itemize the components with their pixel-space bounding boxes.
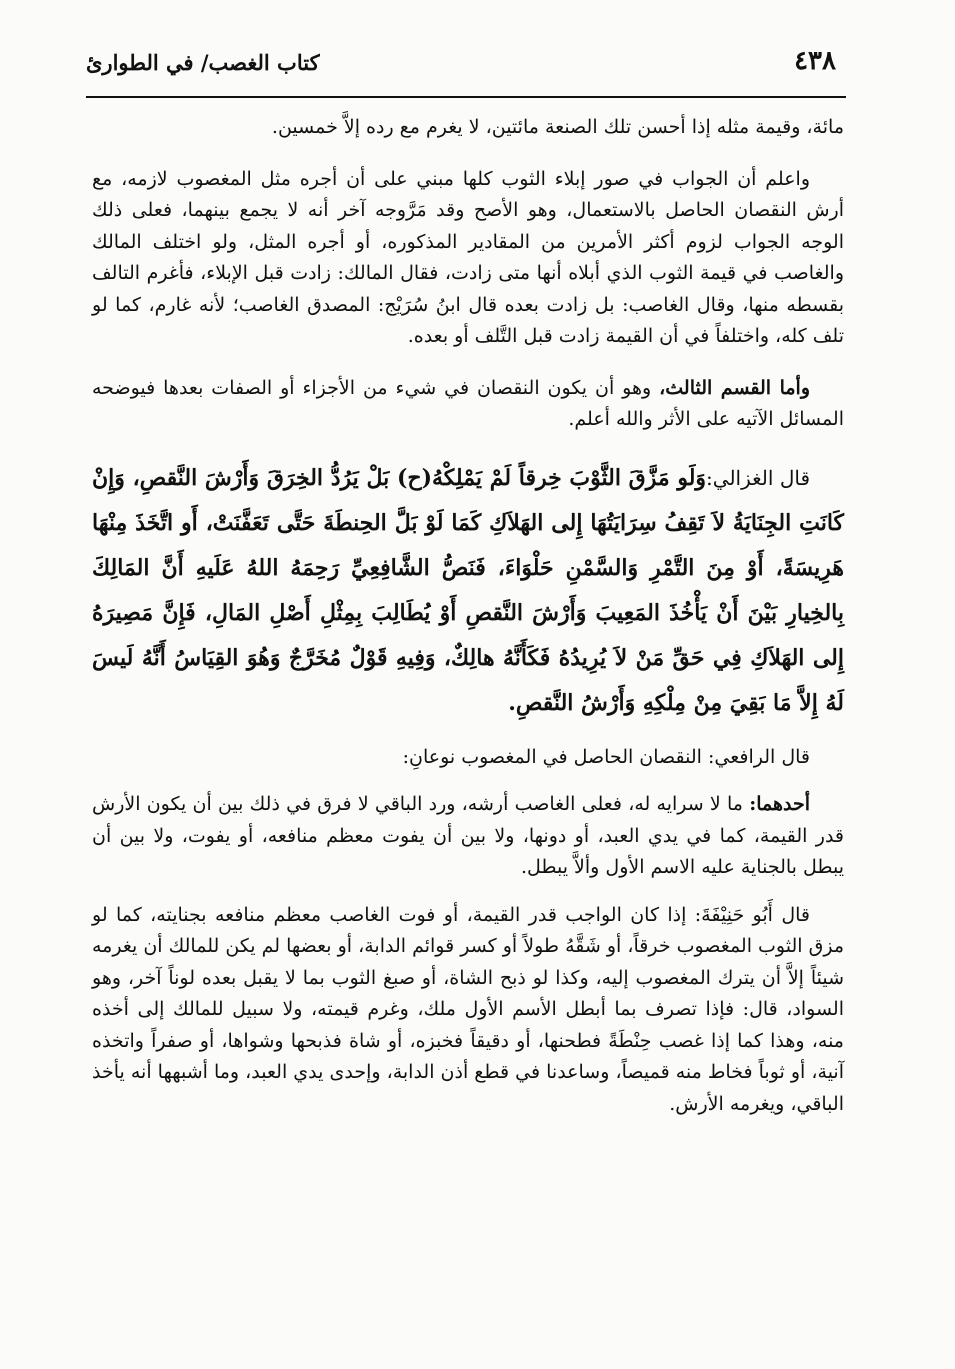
paragraph-text: قال أَبُو حَنِيْفَةَ: إذا كان الواجب قدر القيمة، أو فوت الغاصب معظم منافعه بجنايته، كما لو مزق الثوب المغصوب خرقاً، أو شَقَّهُ طولاً أو كسر قوائم الدابة، أو بعضها لم يكن للمالك أن يغرمه شيئاً إلاَّ أن يترك المغصوب إليه، وكذا لو ذبح الشاة، أو صبغ الثوب بما لا يقبل بعده لوناً آخر، وهو السواد، قال: فإذا تصرف بما أبطل الأسم الأول ملك، وغرم قيمته، ولا سبيل للمالك إلى أخذه منه، وهذا كما إذا غصب حِنْطَةً فطحنها، أو دقيقاً فخبزه، أو شاة فذبحها وشواها، أو صفراً واتخذه آنية، أو ثوباً فخاط منه قميصاً، وساعدنا في قطع أذن الدابة، وإحدى يدي العبد، وما أشبهها أنه يأخذ الباقي، ويغرمه الأرش. (92, 903, 844, 1115)
page-number: ٤٣٨ (794, 46, 836, 76)
paragraph-text: مائة، وقيمة مثله إذا أحسن تلك الصنعة مائتين، لا يغرم مع رده إلاَّ خمسين. (271, 116, 844, 138)
page-header (86, 38, 846, 94)
paragraph-first-type (92, 789, 844, 884)
section-heading: أحدهما: (749, 793, 811, 815)
paragraph-rafii (92, 742, 844, 774)
header-rule (86, 96, 846, 98)
quote-attribution: قال الغزالي: (706, 465, 810, 490)
section-heading: وأما القسم الثالث، (659, 376, 810, 399)
running-title: كتاب الغصب/ في الطوارئ (86, 50, 320, 75)
paragraph-text: ما لا سرايه له، فعلى الغاصب أرشه، ورد الباقي لا فرق في ذلك بين أن يكون الأرش قدر القيمة، كما في يدي العبد، أو دونها، ولا بين أن يفوت معظم منافعه، أو يفوت، ولا بين أن يبطل بالجناية عليه الاسم الأول وألاَّ يبطل. (92, 793, 844, 878)
paragraph-abu-hanifa (92, 900, 844, 1121)
page-body (92, 112, 844, 1120)
paragraph-continuation (92, 112, 844, 144)
paragraph-third-section (92, 373, 844, 436)
paragraph-text: واعلم أن الجواب في صور إبلاء الثوب كلها مبني على أن أجره مثل المغصوب لازمه، مع أرش النقصان الحاصل بالاستعمال، وهو الأصح وقد مَرَّوجه آخر أنه لا يجمع بينهما، فعلى ذلك الوجه الجواب لزوم أكثر الأمرين من المقادير المذكوره، أو أجره المثل، ولو اختلف المالك والغاصب في قيمة الثوب الذي أبلاه أنها متى زادت، فقال المالك: زادت قبل الإبلاء، فأغرم التالف بقسطه منها، وقال الغاصب: بل زادت بعده قال ابنُ سُرَيْج: المصدق الغاصب؛ لأنه غارم، كما لو تلف كله، واختلفاً في أن القيمة زادت قبل التَّلف أو بعده. (92, 167, 844, 347)
paragraph-ghazali-matn (92, 456, 844, 726)
matn-text: وَلَو مَزَّقَ الثَّوْبَ خِرقاً لَمْ يَمْلِكْهُ(ح) بَلْ يَرُدُّ الخِرَقَ وَأَرْشَ النَّقصِ، وَإِنْ كَانَتِ الجِنَايَةُ لاَ تَقِفُ سِرَايَتُهَا إِلى الهَلاَكِ كَمَا لَوْ بَلَّ الحِنطَةَ حَتَّى تَعَفَّنَتْ، أَو اتَّخَذَ مِنْهَا هَرِيسَةً، أَوْ مِنَ التَّمْرِ وَالسَّمْنِ حَلْوَاءَ، فَنَصُّ الشَّافِعِيِّ رَحِمَهُ اللهُ عَلَيهِ أَنَّ المَالِكَ بِالخِيارِ بَيْنَ أَنْ يَأْخُذَ المَعِيبَ وَأَرْشَ النَّقصِ أَوْ يُطَالِبَ بِمِثْلِ أَصْلِ المَالِ، فَإِنَّ مَصِيرَهُ إِلى الهَلاَكِ فِي حَقِّ مَنْ لاَ يُرِيدُهُ فَكَأَنَّهُ هالِكٌ، وَفِيهِ قَوْلٌ مُخَرَّجٌ وَهُوَ القِيَاسُ أَنَّهُ لَيسَ لَهُ إِلاَّ مَا بَقِيَ مِنْ مِلْكِهِ وَأَرْشُ النَّقصِ. (92, 464, 844, 716)
paragraph-text: قال الرافعي: النقصان الحاصل في المغصوب نوعانِ: (402, 745, 810, 768)
paragraph-jawab (92, 164, 844, 353)
paragraph-text: وهو أن يكون النقصان في شيء من الأجزاء أو الصفات بعدها فيوضحه المسائل الآتيه على الأثر والله أعلم. (92, 376, 844, 430)
